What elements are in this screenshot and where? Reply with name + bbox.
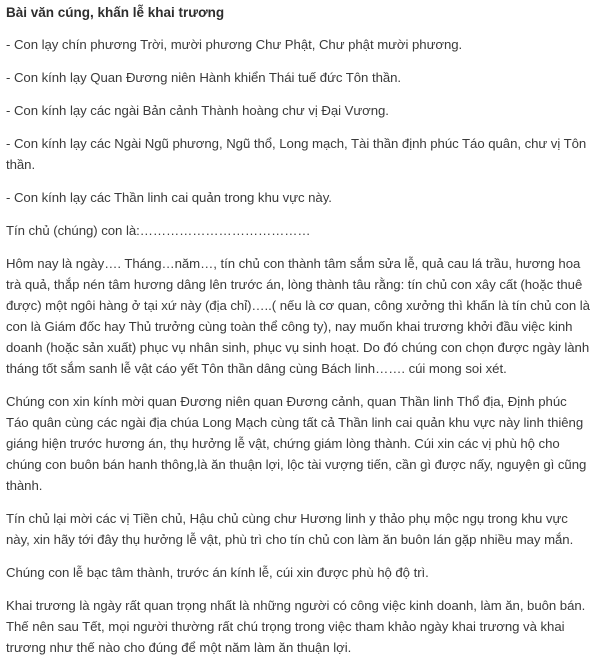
paragraph-invocation-5: - Con kính lạy các Thần linh cai quản trong khu vực này. xyxy=(6,190,332,205)
paragraph-tin-chu: Tín chủ (chúng) con là:………………………………… xyxy=(6,223,311,238)
paragraph-invocation-1: - Con lạy chín phương Trời, mười phương Chư Phật, Chư phật mười phương. xyxy=(6,37,463,52)
paragraph-le-bac: Chúng con lễ bạc tâm thành, trước án kính lễ, cúi xin được phù hộ độ trì. xyxy=(6,565,429,580)
paragraph-invocation-3: - Con kính lạy các ngài Bản cảnh Thành hoàng chư vị Đại Vương. xyxy=(6,103,389,118)
paragraph-tien-chu: Tín chủ lại mời các vị Tiền chủ, Hậu chủ cùng chư Hương linh y thảo phụ mộc ngụ trong khu vực này, xin hãy tới đây thụ hưởng lễ vật, phù trì cho tín chủ con làm ăn buôn lán gặp nhiều may mắn. xyxy=(6,511,574,547)
paragraph-hom-nay: Hôm nay là ngày…. Tháng…năm…, tín chủ con thành tâm sắm sửa lễ, quả cau lá trầu, hương hoa trà quả, thắp nén tâm hương dâng lên trước án, lòng thành tâu rằng: tín chủ con xây cất (hoặc thuê được) một ngôi hàng ở tại xứ này (địa chỉ)…..( nếu là cơ quan, công xưởng thì khấn là tín chủ con là con là Giám đốc hay Thủ trưởng cùng toàn thể công ty), nay muốn khai trương khởi đầu việc kinh doanh (hoặc sản xuất) phục vụ nhân sinh, phục vụ sinh hoạt. Do đó chúng con chọn được ngày lành tháng tốt sắm sanh lễ vật cáo yết Tôn thần dâng cùng Bách linh……. cúi mong soi xét. xyxy=(6,256,590,376)
paragraph-invocation-2: - Con kính lạy Quan Đương niên Hành khiển Thái tuế đức Tôn thần. xyxy=(6,70,402,85)
paragraph-khai-truong: Khai trương là ngày rất quan trọng nhất là những người có công việc kinh doanh, làm ăn, buôn bán. Thế nên sau Tết, mọi người thường rất chú trọng trong việc tham khảo ngày khai trương và khai trương như thế nào cho đúng để một năm làm ăn thuận lợi. xyxy=(6,598,586,655)
article-title: Bài văn cúng, khấn lễ khai trương xyxy=(6,5,225,20)
paragraph-invocation-4: - Con kính lạy các Ngài Ngũ phương, Ngũ thổ, Long mạch, Tài thần định phúc Táo quân, chư vị Tôn thần. xyxy=(6,136,587,172)
paragraph-kinh-moi: Chúng con xin kính mời quan Đương niên quan Đương cảnh, quan Thần linh Thổ địa, Định phúc Táo quân cùng các ngài địa chúa Long Mạch cùng tất cả Thần linh cai quản khu vực này linh thiêng giáng hiện trước hương án, thụ hưởng lễ vật, chứng giám lòng thành. Cúi xin các vị phù hộ cho chúng con buôn bán hanh thông,là ăn thuận lợi, lộc tài vượng tiến, cần gì được nấy, nguyện gì cũng thành. xyxy=(6,394,587,493)
